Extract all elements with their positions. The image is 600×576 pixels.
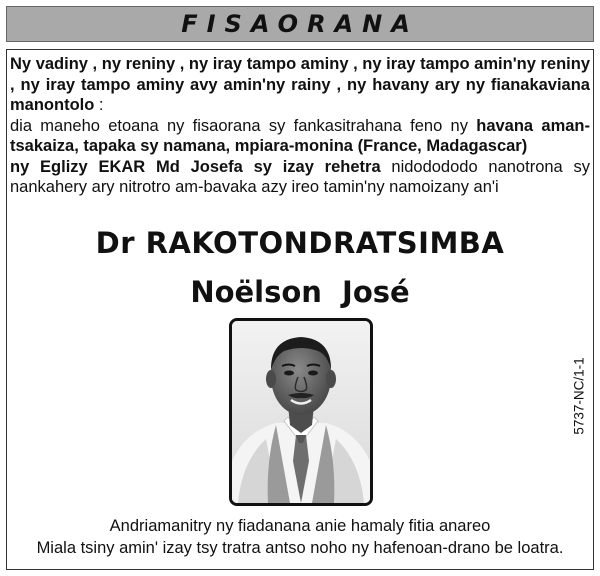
- thanks-recipients: havana aman-tsakaiza, tapaka sy namana, mpiara-monina (France, Madagascar): [10, 116, 590, 155]
- intro-paragraph: [10, 54, 590, 116]
- reference-text: 5737-NC/1-1: [571, 357, 587, 435]
- notice-body: [10, 54, 590, 198]
- header-banner: [6, 6, 594, 42]
- reference-code: [571, 357, 587, 435]
- family-list: Ny vadiny , ny reniny , ny iray tampo aminy , ny iray tampo amin'ny reniny , ny iray tampo aminy avy amin'ny rainy , ny havany ary ny fianakaviana manontolo: [10, 55, 590, 114]
- banner-title: FISAORANA: [181, 10, 419, 38]
- portrait-illustration: [232, 321, 370, 503]
- closing-message: [0, 515, 600, 559]
- deceased-surname: Dr RAKOTONDRATSIMBA: [95, 226, 505, 260]
- deceased-given-names: Noëlson José: [190, 275, 410, 309]
- portrait-photo: [229, 318, 373, 506]
- thanks-paragraph: [10, 116, 590, 157]
- intro-colon: :: [94, 96, 104, 114]
- church-name: ny Eglizy EKAR Md Josefa sy izay rehetra: [10, 157, 381, 176]
- church-rest: nidodododo nanotrona sy nankahery ary nitrotro am-bavaka azy ireo tamin'ny namoizany an'i: [10, 157, 590, 196]
- church-paragraph: [10, 157, 590, 198]
- thanks-lead: dia maneho etoana ny fisaorana sy fankasitrahana feno ny: [10, 116, 477, 135]
- closing-line-1: Andriamanitry ny fiadanana anie hamaly fitia anareo: [109, 517, 491, 535]
- closing-line-2: Miala tsiny amin' izay tsy tratra antso noho ny hafenoan-drano be loatra.: [36, 539, 564, 557]
